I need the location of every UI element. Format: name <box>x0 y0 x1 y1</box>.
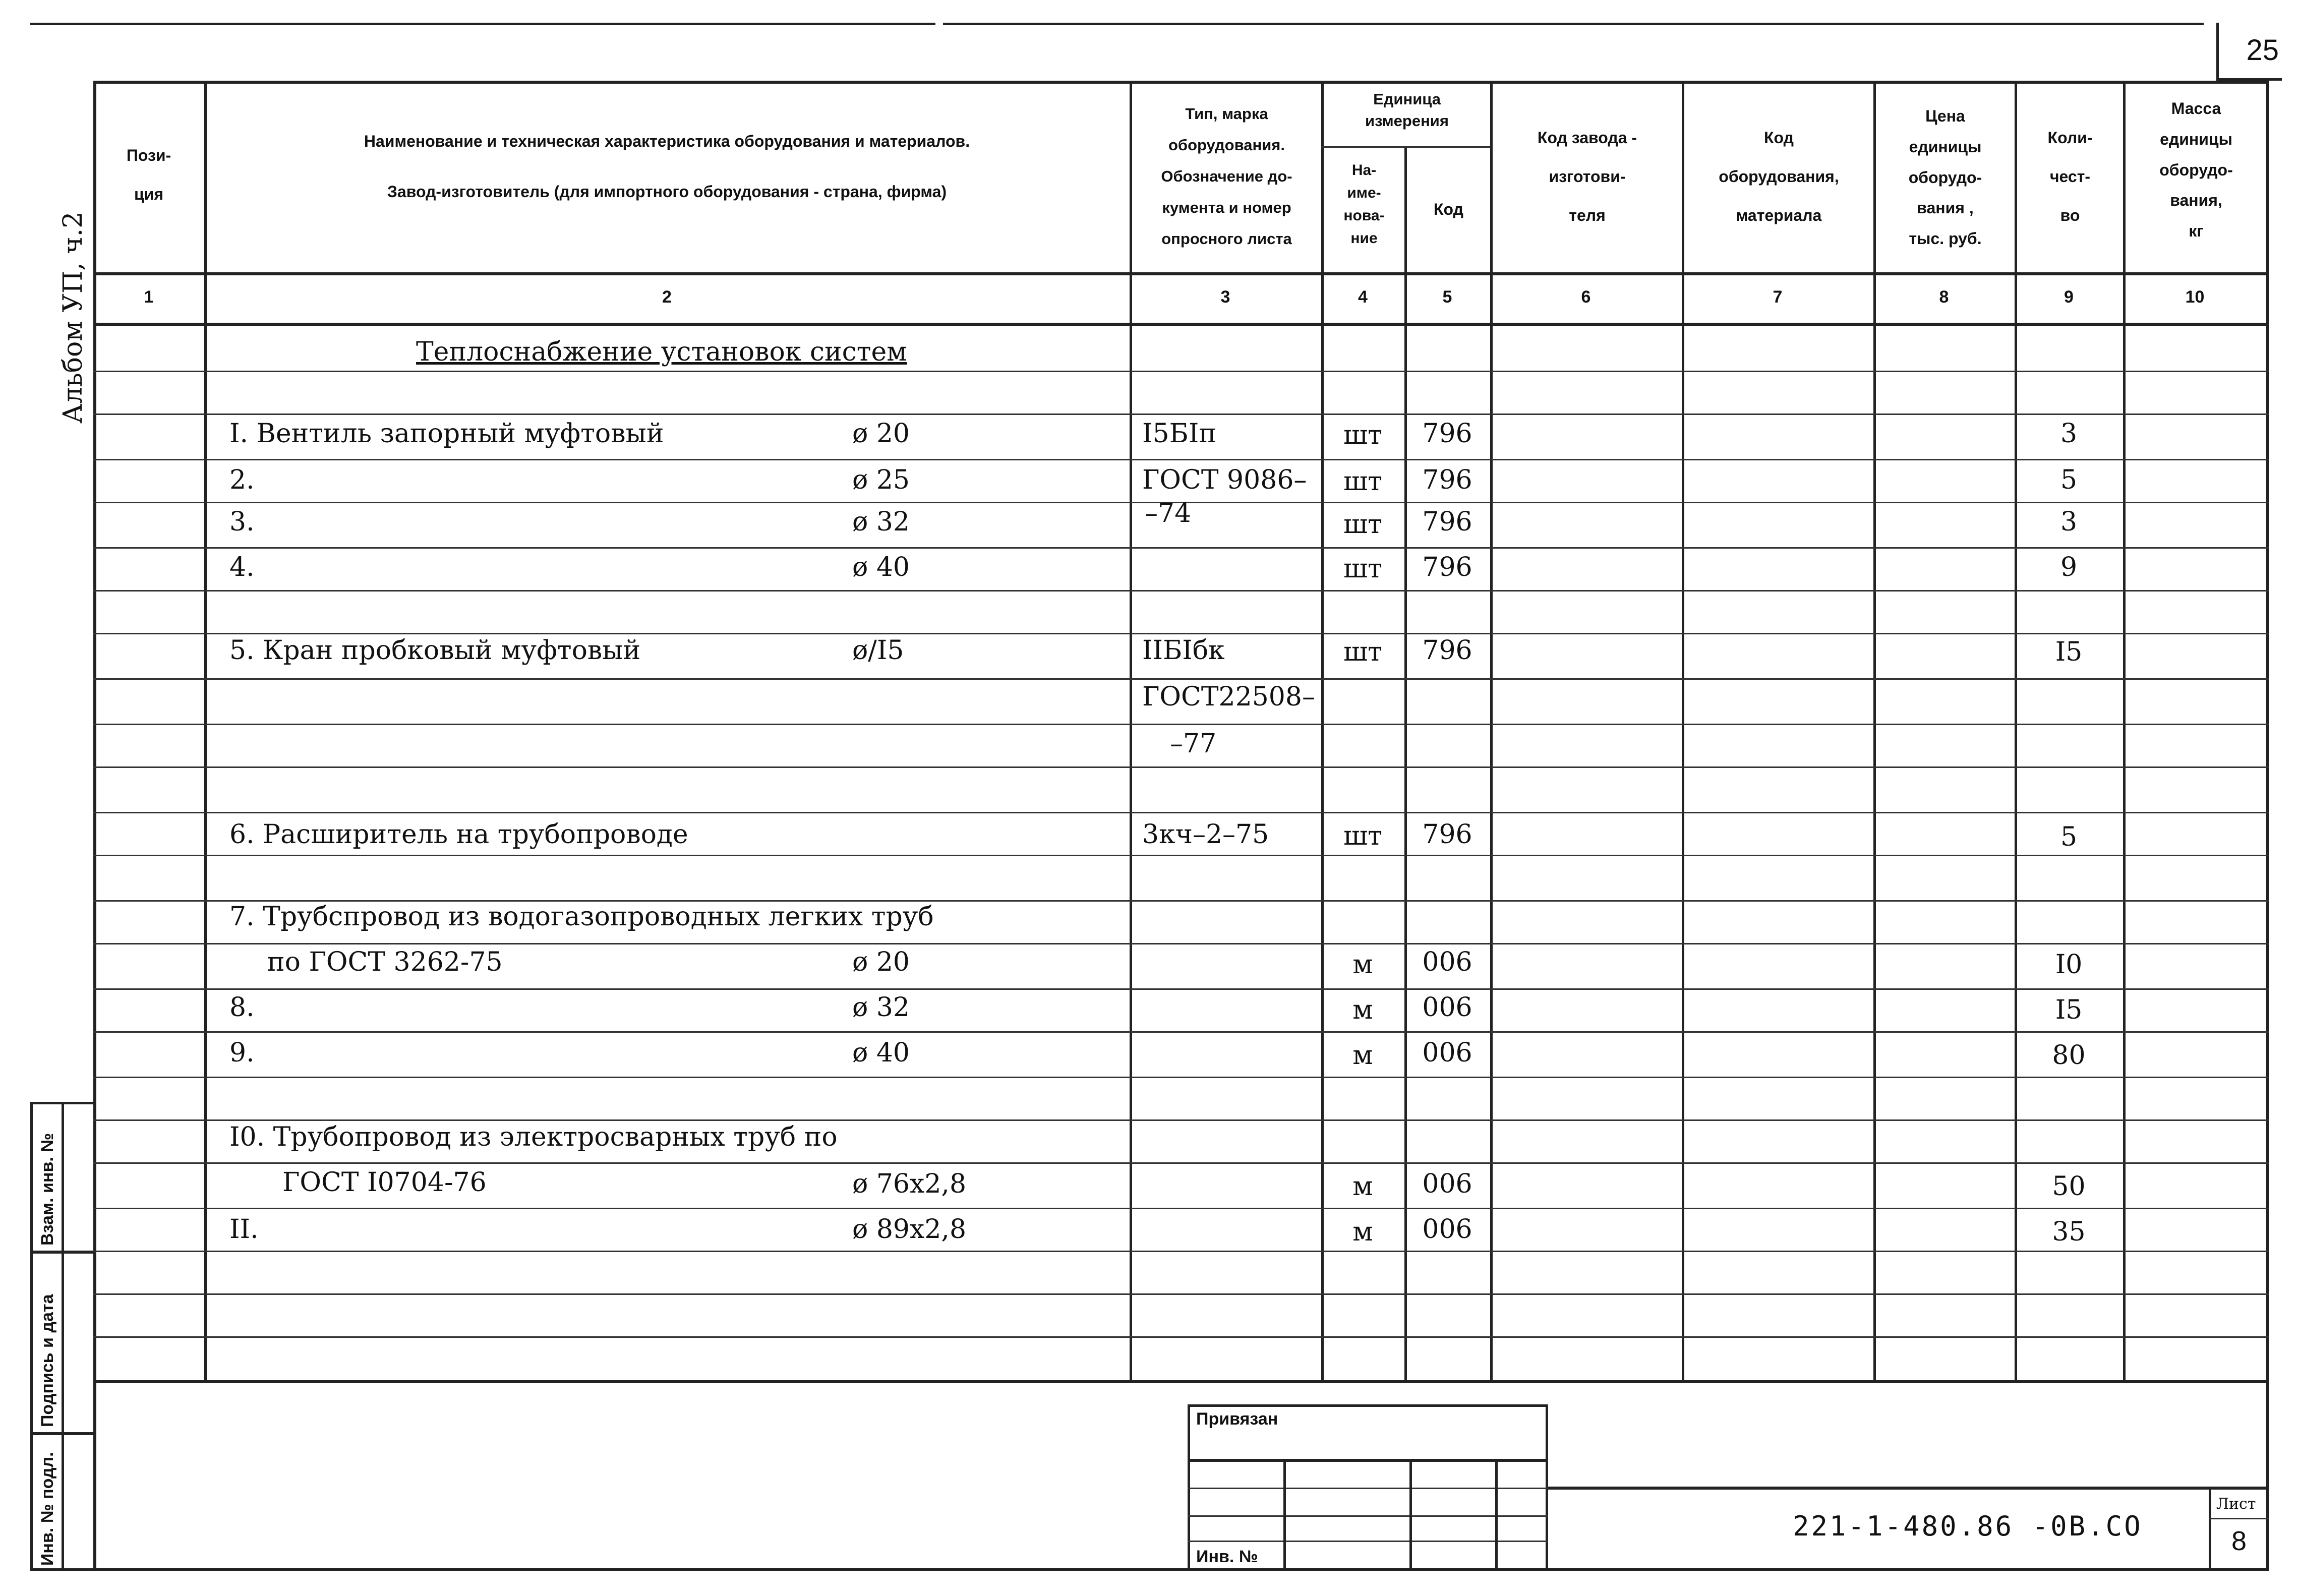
colnum-2: 2 <box>662 287 672 307</box>
item-dim: ø 20 <box>852 947 910 977</box>
colnum-10: 10 <box>2185 287 2205 307</box>
item-qty: 5 <box>2060 465 2078 495</box>
item-qty: I5 <box>2055 637 2083 667</box>
item-name: 7. Трубспровод из водогазопроводных легких труб <box>229 902 934 932</box>
item-qty: 9 <box>2060 552 2078 582</box>
item-code: 796 <box>1422 552 1472 582</box>
item-type: 3кч–2–75 <box>1142 819 1269 850</box>
item-code: 796 <box>1422 819 1472 850</box>
item-unit: шт <box>1343 420 1383 450</box>
item-name: I0. Трубопровод из электросварных труб по <box>229 1122 838 1152</box>
item-code: 796 <box>1422 507 1472 537</box>
item-name: 9. <box>229 1038 255 1068</box>
item-qty: 80 <box>2052 1040 2086 1071</box>
item-qty: I0 <box>2055 950 2083 980</box>
item-name: 4. <box>229 552 255 582</box>
header-quantity: Коли- чест- во <box>2047 129 2093 224</box>
item-dim: ø 32 <box>852 992 910 1023</box>
item-qty: 35 <box>2052 1217 2086 1247</box>
item-code: 006 <box>1422 1214 1472 1245</box>
item-name: ГОСТ I0704-76 <box>282 1167 487 1198</box>
header-name-line2: Завод-изготовитель (для импортного оборудования - страна, фирма) <box>387 183 947 201</box>
item-dim: ø 32 <box>852 507 910 537</box>
item-unit: м <box>1352 1040 1373 1071</box>
stamp-vzam-inv: Взам. инв. № <box>38 1133 57 1246</box>
item-qty: 3 <box>2060 419 2078 449</box>
header-factory-code: Код завода - изготови- теля <box>1537 129 1637 224</box>
item-dim: ø/I5 <box>852 635 904 666</box>
header-unit-measure: Единица измерения <box>1365 90 1449 130</box>
colnum-6: 6 <box>1581 287 1591 307</box>
item-name: I. Вентиль запорный муфтовый <box>229 419 664 449</box>
sheet-label: Лист <box>2216 1495 2256 1513</box>
header-equipment-code: Код оборудования, материала <box>1719 129 1839 224</box>
privyazan-label: Привязан <box>1196 1409 1278 1429</box>
colnum-1: 1 <box>144 287 154 307</box>
item-name: 5. Кран пробковый муфтовый <box>229 635 641 666</box>
item-type: –74 <box>1145 498 1192 528</box>
item-unit: м <box>1352 1171 1373 1202</box>
item-code: 006 <box>1422 1169 1472 1199</box>
item-unit: шт <box>1343 509 1383 540</box>
inv-no-label: Инв. № <box>1196 1547 1258 1566</box>
item-dim: ø 89x2,8 <box>852 1214 967 1245</box>
item-type: ГОСТ 9086– <box>1142 465 1307 495</box>
item-name: 2. <box>229 465 255 495</box>
item-name: 8. <box>229 992 255 1023</box>
item-type: I5БIп <box>1142 419 1217 449</box>
item-name: II. <box>229 1214 259 1245</box>
stamp-inv-podl: Инв. № подл. <box>38 1452 57 1566</box>
header-unit-price: Цена единицы оборудо- вания , тыс. руб. <box>1908 107 1982 248</box>
item-type: –77 <box>1170 729 1217 759</box>
header-unit-code: Код <box>1434 200 1463 218</box>
header-unit-group: На- име- нова- ние <box>1343 162 1385 247</box>
header-position: Пози- ция <box>126 146 171 203</box>
item-code: 796 <box>1422 419 1472 449</box>
colnum-5: 5 <box>1442 287 1452 307</box>
colnum-7: 7 <box>1773 287 1783 307</box>
item-code: 796 <box>1422 635 1472 666</box>
item-name: 3. <box>229 507 255 537</box>
item-qty: 5 <box>2060 822 2078 852</box>
item-dim: ø 20 <box>852 419 910 449</box>
sheet-number: 8 <box>2231 1526 2247 1556</box>
item-unit: шт <box>1343 637 1383 667</box>
section-title: Теплоснабжение установок систем <box>416 337 907 367</box>
item-name: 6. Расширитель на трубопроводе <box>229 819 688 850</box>
item-qty: 50 <box>2052 1171 2086 1202</box>
colnum-3: 3 <box>1220 287 1230 307</box>
item-unit: шт <box>1343 554 1383 584</box>
item-qty: 3 <box>2060 507 2078 537</box>
item-dim: ø 76x2,8 <box>852 1169 967 1199</box>
item-code: 006 <box>1422 1038 1472 1068</box>
item-dim: ø 25 <box>852 465 910 495</box>
item-unit: шт <box>1343 466 1383 497</box>
stamp-podpis-data: Подпись и дата <box>38 1294 57 1427</box>
item-unit: м <box>1352 1217 1373 1247</box>
item-name: по ГОСТ 3262-75 <box>267 947 503 977</box>
item-type: IIБIбк <box>1142 635 1225 666</box>
item-qty: I5 <box>2055 995 2083 1025</box>
colnum-4: 4 <box>1358 287 1368 307</box>
item-code: 006 <box>1422 947 1472 977</box>
item-unit: м <box>1352 995 1373 1025</box>
colnum-8: 8 <box>1939 287 1949 307</box>
item-type: ГОСТ22508– <box>1142 682 1315 712</box>
item-dim: ø 40 <box>852 552 910 582</box>
header-mass: Масса единицы оборудо- вания, кг <box>2159 99 2233 241</box>
colnum-9: 9 <box>2064 287 2074 307</box>
header-type: Тип, марка оборудования. Обозначение до- кумента и номер опросного листа <box>1161 105 1292 248</box>
item-dim: ø 40 <box>852 1038 910 1068</box>
album-label: Альбом УП, ч.2 <box>58 211 88 424</box>
item-code: 006 <box>1422 992 1472 1023</box>
page-number: 25 <box>2216 23 2282 81</box>
header-name-line1: Наименование и техническая характеристика оборудования и материалов. <box>364 132 970 150</box>
item-unit: шт <box>1343 821 1383 851</box>
item-code: 796 <box>1422 465 1472 495</box>
document-code: 221-1-480.86 -0В.СО <box>1793 1510 2143 1542</box>
item-unit: м <box>1352 950 1373 980</box>
